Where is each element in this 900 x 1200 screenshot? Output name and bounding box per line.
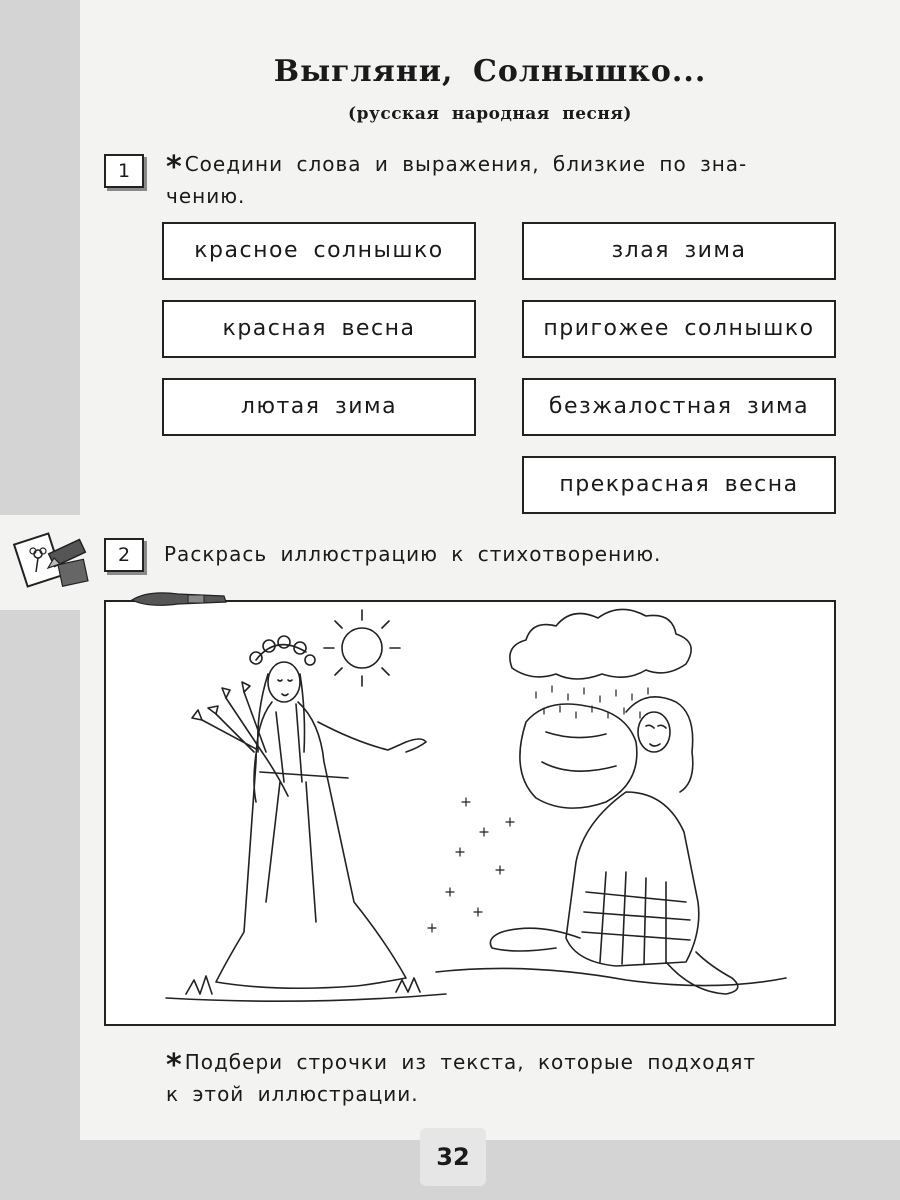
task2-number: 2 — [104, 538, 144, 572]
page-subtitle: (русская народная песня) — [348, 104, 632, 124]
option-left-2[interactable]: красная весна — [162, 300, 476, 358]
option-right-2[interactable]: пригожее солнышко — [522, 300, 836, 358]
star-icon: * — [166, 1048, 183, 1083]
task1-number: 1 — [104, 154, 144, 188]
task3-instruction — [166, 1048, 846, 1109]
task2-instruction: Раскрась иллюстрацию к стихотворению. — [164, 542, 662, 566]
option-right-3[interactable]: безжалостная зима — [522, 378, 836, 436]
task1-instruction-line1: Соедини слова и выражения, близкие по зна- — [184, 152, 748, 176]
option-right-4[interactable]: прекрасная весна — [522, 456, 836, 514]
option-left-1[interactable]: красное солнышко — [162, 222, 476, 280]
page-number: 32 — [420, 1128, 486, 1186]
page-title: Выгляни, Солнышко... — [273, 54, 707, 89]
task1-instruction-line2: чению. — [166, 184, 246, 208]
task3-instruction-line1: Подбери строчки из текста, которые подходят — [184, 1050, 757, 1074]
task1-instruction — [166, 150, 846, 211]
coloring-pencil-icon — [12, 524, 92, 598]
option-left-3[interactable]: лютая зима — [162, 378, 476, 436]
star-icon: * — [166, 150, 183, 185]
illustration-spring-and-winter — [106, 602, 834, 1024]
paintbrush-icon — [128, 586, 238, 614]
task3-instruction-line2: к этой иллюстрации. — [166, 1082, 419, 1106]
option-right-1[interactable]: злая зима — [522, 222, 836, 280]
illustration-frame — [104, 600, 836, 1026]
